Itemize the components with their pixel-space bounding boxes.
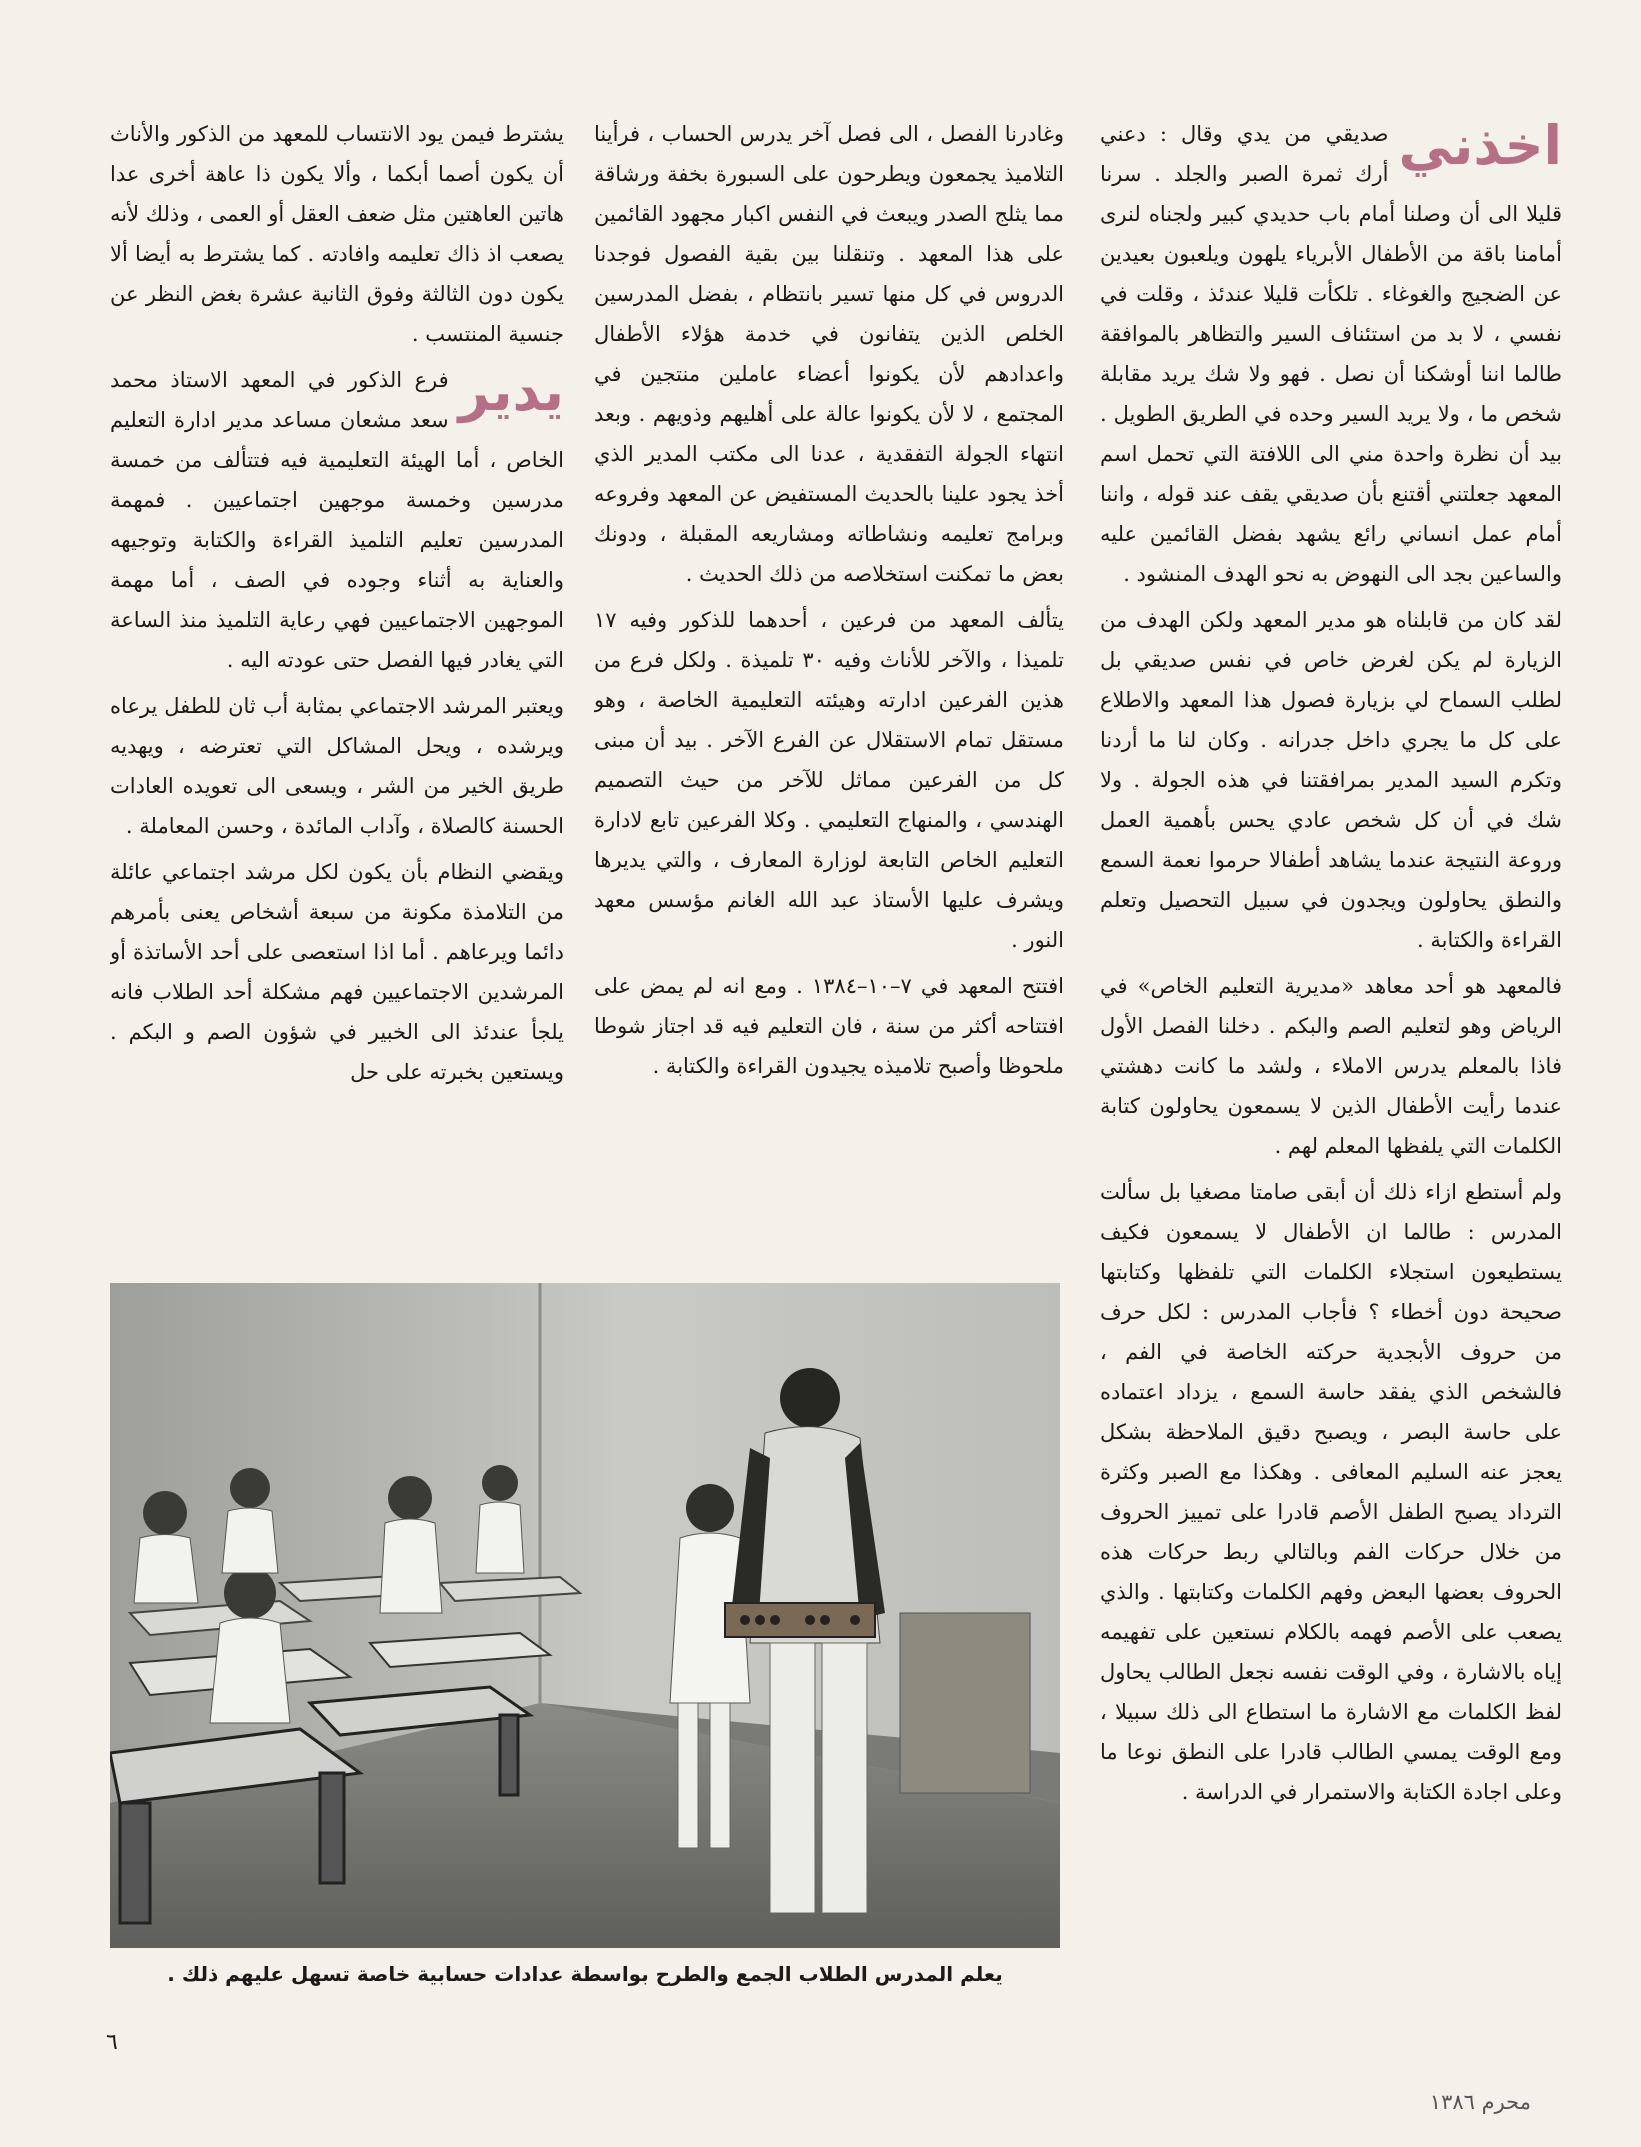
photo-caption: يعلم المدرس الطلاب الجمع والطرح بواسطة عدادات حسابية خاصة تسهل عليهم ذلك . [167,1962,1003,1986]
paragraph: افتتح المعهد في ٧–١٠–١٣٨٤ . ومع انه لم يمض على افتتاحه أكثر من سنة ، فان التعليم فيه قد اجتاز شوطا ملحوظا وأصبح تلاميذه يجيدون القراءة والكتابة . [594,974,1064,1078]
paragraph: صديقي من يدي وقال : دعني أرك ثمرة الصبر والجلد . سرنا قليلا الى أن وصلنا أمام باب حديدي كبير ولجناه لنرى أمامنا باقة من الأطفال الأبرياء يلهون ويلعبون بعيدين عن الضجيج والغوغاء . تلكأت قليلا عندئذ ، وقلت في نفسي ، لا بد من استئناف السير والتظاهر بالموافقة طالما اننا أوشكنا أن نصل . فهو ولا شك يريد مقابلة شخص ما ، ولا يريد السير وحده في الطريق الطويل . بيد أن نظرة واحدة مني الى اللافتة التي تحمل اسم المعهد جعلتني أقتنع بأن صديقي يقف عند قوله ، واننا أمام عمل انساني رائع يشهد بفضل القائمين عليه والساعين بجد الى النهوض به نحو الهدف المنشود . [1100,122,1562,586]
article-column-left [110,114,564,1224]
paragraph: ويقضي النظام بأن يكون لكل مرشد اجتماعي عائلة من التلامذة مكونة من سبعة أشخاص يعنى بأمرهم دائما ويرعاهم . أما اذا استعصى على أحد الأساتذة أو المرشدين الاجتماعيين فهم مشكلة أحد الطلاب فانه يلجأ عندئذ الى الخبير في شؤون الصم و البكم . ويستعين بخبرته على حل [110,860,564,1084]
classroom-photo-illustration [110,1283,1060,1948]
section-heading-yudir: يدير [458,360,564,423]
paragraph: يدير فرع الذكور في المعهد الاستاذ محمد سعد مشعان مساعد مدير ادارة التعليم الخاص ، أما الهيئة التعليمية فيه فتتألف من خمسة مدرسين وخمسة موجهين اجتماعيين . فمهمة المدرسين تعليم التلميذ القراءة والكتابة وتوجيهه والعناية به أثناء وجوده في الصف ، أما مهمة الموجهين الاجتماعيين فهي رعاية التلميذ منذ الساعة التي يغادر فيها الفصل حتى عودته اليه . [110,360,564,672]
paragraph: فالمعهد هو أحد معاهد «مديرية التعليم الخاص» في الرياض وهو لتعليم الصم والبكم . دخلنا الفصل الأول فاذا بالمعلم يدرس الاملاء ، ولشد ما كانت دهشتي عندما رأيت الأطفال الذين لا يسمعون يحاولون كتابة الكلمات التي يلفظها المعلم لهم . [1100,974,1562,1158]
article-column-middle [594,114,1064,1224]
classroom-photo [110,1283,1060,1948]
paragraph: وغادرنا الفصل ، الى فصل آخر يدرس الحساب ، فرأينا التلاميذ يجمعون ويطرحون على السبورة بخفة ورشاقة مما يثلج الصدر ويبعث في النفس اكبار مجهود القائمين على هذا المعهد . وتنقلنا بين بقية الفصول فوجدنا الدروس في كل منها تسير بانتظام ، بفضل المدرسين الخلص الذين يتفانون في خدمة هؤلاء الأطفال واعدادهم لأن يكونوا أعضاء عاملين منتجين في المجتمع ، لا لأن يكونوا عالة على أهليهم وذويهم . وبعد انتهاء الجولة التفقدية ، عدنا الى مكتب المدير الذي أخذ يجود علينا بالحديث المستفيض عن المعهد وفروعه وبرامج تعليمه ونشاطاته ومشاريعه المقبلة ، ودونك بعض ما تمكنت استخلاصه من ذلك الحديث . [594,122,1064,586]
paragraph: ويعتبر المرشد الاجتماعي بمثابة أب ثان للطفل يرعاه ويرشده ، ويحل المشاكل التي تعترضه ، ويهديه طريق الخير من الشر ، ويسعى الى تعويده العادات الحسنة كالصلاة ، وآداب المائدة ، وحسن المعاملة . [110,694,564,838]
paragraph: يتألف المعهد من فرعين ، أحدهما للذكور وفيه ١٧ تلميذا ، والآخر للأناث وفيه ٣٠ تلميذة . ولكل فرع من هذين الفرعين ادارته وهيئته التعليمية الخاصة ، وهو مستقل تمام الاستقلال عن الفرع الآخر . بيد أن مبنى كل من الفرعين مماثل للآخر من حيث التصميم الهندسي ، والمنهاج التعليمي . وكلا الفرعين تابع لادارة التعليم الخاص التابعة لوزارة المعارف ، والتي يديرها ويشرف عليها الأستاذ عبد الله الغانم مؤسس معهد النور . [594,608,1064,952]
article-column-right [1100,114,1562,1994]
paragraph: يشترط فيمن يود الانتساب للمعهد من الذكور والأناث أن يكون أصما أبكما ، وألا يكون ذا عاهة أخرى عدا هاتين العاهتين مثل ضعف العقل أو العمى ، وذلك لأنه يصعب اذ ذاك تعليمه وافادته . كما يشترط به أيضا ألا يكون دون الثالثة وفوق الثانية عشرة بغض النظر عن جنسية المنتسب . [110,122,564,346]
page-number: ٦ [106,2030,118,2055]
paragraph: لقد كان من قابلناه هو مدير المعهد ولكن الهدف من الزيارة لم يكن لغرض خاص في نفس صديقي بل لطلب السماح لي بزيارة فصول هذا المعهد والاطلاع على كل ما يجري داخل جدرانه . وكان لنا ما أردنا وتكرم السيد المدير بمرافقتنا في هذه الجولة . ولا شك في أن كل شخص عادي يحس بأهمية العمل وروعة النتيجة عندما يشاهد أطفالا حرموا نعمة السمع والنطق يحاولون ويجدون في سبيل التحصيل وتعلم القراءة والكتابة . [1100,608,1562,952]
section-heading-akhadhani: اخذني [1398,114,1562,177]
paragraph: ولم أستطع ازاء ذلك أن أبقى صامتا مصغيا بل سألت المدرس : طالما ان الأطفال لا يسمعون فكيف يستطيعون استجلاء الكلمات التي تلفظها وكتابتها صحيحة دون أخطاء ؟ فأجاب المدرس : لكل حرف من حروف الأبجدية حركته الخاصة في الفم ، فالشخص الذي يفقد حاسة السمع ، يزداد اعتماده على حاسة البصر ، ويصبح دقيق الملاحظة بشكل يعجز عنه السليم المعافى . وهكذا مع الصبر وكثرة الترداد يصبح الطفل الأصم قادرا على تمييز الحروف من خلال حركات الفم وبالتالي ربط حركات هذه الحروف بعضها البعض وفهم الكلمات وكتابتها . والذي يصعب على الأصم فهمه بالكلام نستعين على تفهيمه إياه بالاشارة ، وفي الوقت نفسه نجعل الطالب يحاول لفظ الكلمات مع الاشارة ما استطاع الى ذلك سبيلا ، ومع الوقت يمسي الطالب قادرا على النطق نوعا ما وعلى اجادة الكتابة والاستمرار في الدراسة . [1100,1180,1562,1804]
issue-date: محرم ١٣٨٦ [1429,2090,1531,2114]
